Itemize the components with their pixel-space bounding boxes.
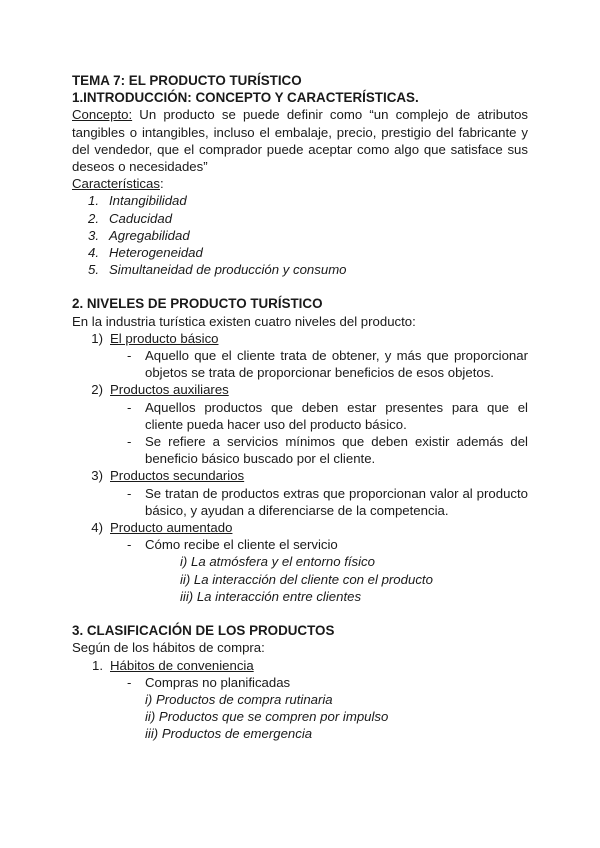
characteristic-item <box>72 244 528 261</box>
classification-item <box>72 657 528 674</box>
dash-marker: - <box>127 674 132 690</box>
section3-intro: Según de los hábitos de compra: <box>72 640 265 656</box>
document-content <box>72 72 528 743</box>
characteristic-text: Heterogeneidad <box>109 245 203 261</box>
sub-item: i) Productos de compra rutinaria <box>145 691 333 707</box>
bullet-text: Compras no planificadas <box>145 674 291 690</box>
dash-marker: - <box>127 537 132 553</box>
sub-item: iii) Productos de emergencia <box>145 726 313 742</box>
dash-marker: - <box>127 348 132 364</box>
document-title: TEMA 7: EL PRODUCTO TURÍSTICO <box>72 73 302 88</box>
concept-text: Un producto se puede definir como “un complejo de atributos tangibles o intangibles, incluso el embalaje, precio, prestigio del fabricante y del vendedor, que el comprador puede aceptar como algo que satisface sus deseos o necesidades” <box>72 107 528 175</box>
list-number: 2) <box>91 382 103 398</box>
bullet-text: Se tratan de productos extras que proporcionan valor al producto básico, y ayudan a diferenciarse de la competencia. <box>145 485 528 518</box>
bullet-item <box>72 485 528 519</box>
characteristics-label-line <box>72 175 528 192</box>
level-name: Productos auxiliares <box>110 382 229 398</box>
characteristic-item <box>72 192 528 209</box>
section1-heading: 1.INTRODUCCIÓN: CONCEPTO Y CARACTERÍSTICAS. <box>72 90 419 106</box>
sub-item: ii) La interacción del cliente con el producto <box>180 571 433 587</box>
bullet-item <box>72 347 528 381</box>
list-number: 4. <box>88 245 99 261</box>
characteristic-item <box>72 261 528 278</box>
level-name: Productos secundarios <box>110 468 245 484</box>
characteristic-item <box>72 227 528 244</box>
list-number: 1. <box>92 657 103 673</box>
bullet-item <box>72 433 528 467</box>
section2-intro: En la industria turística existen cuatro niveles del producto: <box>72 313 416 329</box>
bullet-text: Cómo recibe el cliente el servicio <box>145 537 338 553</box>
list-number: 1. <box>88 193 99 209</box>
bullet-text: Aquellos productos que deben estar presentes para que el cliente pueda hacer uso del producto básico. <box>145 399 528 432</box>
spacer <box>72 278 528 295</box>
bullet-item <box>72 399 528 433</box>
level-item <box>72 467 528 484</box>
characteristic-text: Simultaneidad de producción y consumo <box>109 262 347 278</box>
characteristic-text: Intangibilidad <box>109 193 187 209</box>
characteristic-item <box>72 210 528 227</box>
bullet-item <box>72 536 528 553</box>
bullet-text: Se refiere a servicios mínimos que deben existir además del beneficio básico buscado por el cliente. <box>145 434 528 467</box>
concept-label: Concepto: <box>72 107 133 123</box>
dash-marker: - <box>127 485 132 501</box>
level-item <box>72 381 528 398</box>
sub-item: iii) La interacción entre clientes <box>180 588 362 604</box>
sub-item: i) La atmósfera y el entorno físico <box>180 554 375 570</box>
dash-marker: - <box>127 399 132 415</box>
list-number: 3) <box>91 468 103 484</box>
dash-marker: - <box>127 434 132 450</box>
level-name: El producto básico <box>110 330 219 346</box>
list-number: 4) <box>91 520 103 536</box>
characteristics-label: Características <box>72 176 160 192</box>
characteristic-text: Agregabilidad <box>109 227 190 243</box>
list-number: 5. <box>88 262 99 278</box>
spacer <box>72 605 528 622</box>
characteristics-colon: : <box>159 176 164 192</box>
sub-item: ii) Productos que se compren por impulso <box>145 709 389 725</box>
section3-heading: 3. CLASIFICACIÓN DE LOS PRODUCTOS <box>72 623 335 639</box>
level-item <box>72 519 528 536</box>
classification-name: Hábitos de conveniencia <box>110 657 254 673</box>
characteristic-text: Caducidad <box>109 210 173 226</box>
concept-paragraph <box>72 106 528 175</box>
list-number: 3. <box>88 227 99 243</box>
list-number: 1) <box>91 330 103 346</box>
section2-heading: 2. NIVELES DE PRODUCTO TURÍSTICO <box>72 296 323 312</box>
bullet-text: Aquello que el cliente trata de obtener, y más que proporcionar objetos se trata de proporcionar beneficios de esos objetos. <box>145 348 528 381</box>
bullet-item <box>72 674 528 691</box>
list-number: 2. <box>88 210 99 226</box>
level-item <box>72 330 528 347</box>
level-name: Producto aumentado <box>110 520 233 536</box>
